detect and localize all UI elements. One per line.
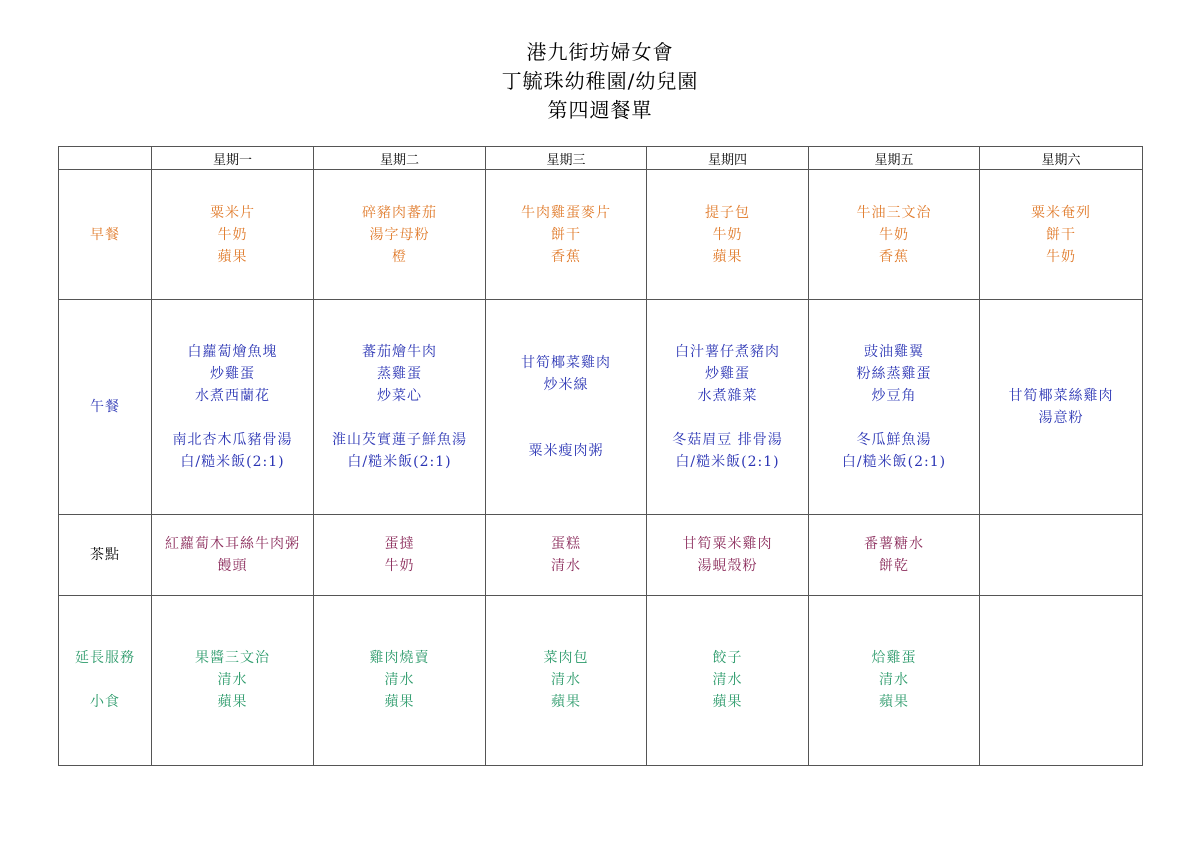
lunch-cell: [486, 300, 647, 514]
extended-cell: [152, 595, 314, 765]
day-header: 星期三: [486, 147, 647, 170]
breakfast-cell: [647, 170, 809, 300]
weekly-menu-table: [58, 146, 1143, 766]
menu-item: 紅蘿蔔木耳絲牛肉粥: [165, 535, 300, 552]
menu-item: 牛奶: [712, 226, 743, 243]
menu-item: 粟米瘦肉粥: [528, 442, 604, 459]
blank-line: [486, 418, 646, 440]
lunch-cell: [152, 300, 314, 514]
tea-cell: [314, 514, 486, 595]
menu-item: 清水: [551, 557, 581, 574]
menu-item: 果醬三文治: [195, 650, 270, 667]
blank-line: [152, 407, 313, 429]
menu-item: 餅干: [551, 226, 581, 243]
menu-item: 蘋果: [217, 248, 248, 265]
menu-item: 冬瓜鮮魚湯: [856, 431, 932, 448]
day-header: 星期一: [152, 147, 314, 170]
menu-item: 蘋果: [712, 694, 743, 711]
menu-item: 清水: [551, 672, 581, 689]
menu-item: 粟米奄列: [1031, 204, 1091, 221]
menu-item: 炒雞蛋: [210, 365, 255, 382]
menu-item: 冬菇眉豆 排骨湯: [672, 431, 783, 448]
breakfast-cell: [809, 170, 980, 300]
menu-item: 甘筍粟米雞肉: [682, 535, 773, 552]
menu-item: 蘋果: [712, 248, 743, 265]
blank-line: [314, 407, 485, 429]
menu-item: 菜肉包: [543, 650, 589, 667]
menu-week-title: 第四週餐單: [547, 98, 653, 122]
extended-label-line1: 延長服務: [75, 650, 135, 667]
tea-cell: [152, 514, 314, 595]
menu-item: 粉絲蒸雞蛋: [856, 365, 932, 382]
menu-item: 白/糙米飯(2:1): [347, 453, 452, 470]
menu-item: 炒雞蛋: [705, 365, 750, 382]
menu-item: 牛奶: [879, 226, 909, 243]
menu-item: 白/糙米飯(2:1): [180, 453, 285, 470]
tea-cell: [809, 514, 980, 595]
menu-item: 碎豬肉蕃茄: [362, 204, 437, 221]
extended-label: [59, 595, 152, 765]
menu-item: 水煮雜菜: [697, 387, 758, 404]
menu-item: 清水: [384, 672, 415, 689]
tea-cell: [647, 514, 809, 595]
lunch-cell: [647, 300, 809, 514]
lunch-label: 午餐: [59, 300, 152, 514]
menu-item: 蘋果: [217, 694, 248, 711]
menu-item: 淮山芡實蓮子鮮魚湯: [332, 431, 467, 448]
menu-item: 牛奶: [217, 226, 248, 243]
menu-item: 水煮西蘭花: [195, 387, 270, 404]
day-header: 星期四: [647, 147, 809, 170]
menu-item: 白蘿蔔燴魚塊: [187, 343, 278, 360]
menu-item: 炒菜心: [377, 387, 422, 404]
menu-item: 清水: [712, 672, 743, 689]
menu-item: 蛋撻: [384, 535, 415, 552]
menu-item: 雞肉燒賣: [369, 650, 430, 667]
menu-item: 烚雞蛋: [871, 650, 917, 667]
tea-row: [59, 514, 1143, 595]
menu-item: 蘋果: [384, 694, 415, 711]
lunch-cell: [809, 300, 980, 514]
day-header: 星期五: [809, 147, 980, 170]
menu-item: 牛油三文治: [856, 204, 932, 221]
menu-item: 湯字母粉: [369, 226, 430, 243]
blank-line: [486, 396, 646, 418]
menu-item: 牛奶: [1046, 248, 1076, 265]
day-header: 星期六: [980, 147, 1143, 170]
menu-item: 餅乾: [879, 557, 909, 574]
day-header-row: [59, 147, 1143, 170]
extended-cell: [314, 595, 486, 765]
menu-item: 香蕉: [551, 248, 581, 265]
association-name: 港九街坊婦女會: [526, 40, 674, 64]
extended-cell: [486, 595, 647, 765]
extended-label-line2: 小食: [90, 694, 120, 711]
blank-line: [809, 407, 979, 429]
menu-item: 清水: [879, 672, 909, 689]
menu-item: 清水: [217, 672, 248, 689]
breakfast-label: 早餐: [59, 170, 152, 300]
tea-label: 茶點: [59, 514, 152, 595]
extended-cell: [809, 595, 980, 765]
school-name: 丁毓珠幼稚園/幼兒園: [501, 69, 699, 93]
menu-item: 白汁薯仔煮豬肉: [675, 343, 780, 360]
day-header: 星期二: [314, 147, 486, 170]
extended-cell: [647, 595, 809, 765]
menu-item: 饅頭: [217, 557, 248, 574]
tea-cell: [980, 514, 1143, 595]
extended-cell: [980, 595, 1143, 765]
corner-cell: [59, 147, 152, 170]
menu-item: 番薯糖水: [864, 535, 924, 552]
menu-item: 豉油雞翼: [864, 343, 924, 360]
menu-item: 白/糙米飯(2:1): [841, 453, 947, 470]
menu-item: 蕃茄燴牛肉: [362, 343, 437, 360]
menu-item: 提子包: [705, 204, 750, 221]
menu-item: 橙: [392, 248, 407, 265]
lunch-row: [59, 300, 1143, 514]
breakfast-cell: [980, 170, 1143, 300]
menu-item: 湯意粉: [1038, 409, 1084, 426]
breakfast-cell: [486, 170, 647, 300]
blank-line: [647, 407, 808, 429]
menu-header: [0, 38, 1200, 125]
menu-item: 粟米片: [210, 204, 255, 221]
menu-item: 牛奶: [384, 557, 415, 574]
menu-item: 餅干: [1046, 226, 1076, 243]
breakfast-row: [59, 170, 1143, 300]
menu-item: 牛肉雞蛋麥片: [521, 204, 611, 221]
breakfast-cell: [314, 170, 486, 300]
menu-item: 蘋果: [551, 694, 581, 711]
menu-item: 炒米線: [543, 376, 589, 393]
menu-item: 甘筍椰菜絲雞肉: [1008, 387, 1114, 404]
breakfast-cell: [152, 170, 314, 300]
menu-item: 白/糙米飯(2:1): [675, 453, 780, 470]
tea-cell: [486, 514, 647, 595]
menu-item: 香蕉: [879, 248, 909, 265]
menu-item: 餃子: [712, 650, 743, 667]
lunch-cell: [314, 300, 486, 514]
menu-item: 蒸雞蛋: [377, 365, 422, 382]
menu-item: 甘筍椰菜雞肉: [521, 354, 611, 371]
menu-item: 湯蜆殼粉: [697, 557, 758, 574]
lunch-cell: [980, 300, 1143, 514]
menu-item: 炒豆角: [871, 387, 917, 404]
menu-item: 南北杏木瓜豬骨湯: [172, 431, 293, 448]
menu-item: 蘋果: [879, 694, 909, 711]
menu-item: 蛋糕: [551, 535, 581, 552]
extended-row: [59, 595, 1143, 765]
